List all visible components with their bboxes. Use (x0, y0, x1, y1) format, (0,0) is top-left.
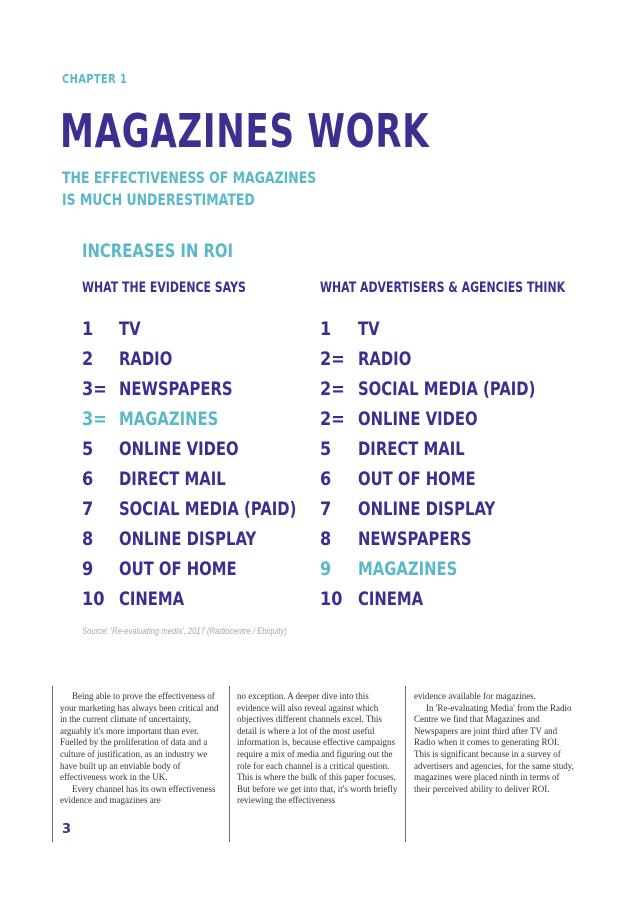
rank: 9 (82, 558, 94, 580)
source-note: Source: 'Re-evaluating media', 2017 (Radiocentre / Ebiquity) (82, 626, 287, 636)
channel-name: NEWSPAPERS (358, 528, 472, 550)
column-divider (229, 686, 230, 842)
channel-name: NEWSPAPERS (119, 378, 233, 400)
rank: 3= (82, 378, 107, 400)
rank: 1 (82, 318, 94, 340)
rank: 6 (82, 468, 94, 490)
page-title: MAGAZINES WORK (60, 104, 430, 158)
column-divider (405, 686, 406, 842)
channel-name: ONLINE DISPLAY (358, 498, 496, 520)
rank: 7 (320, 498, 332, 520)
rank: 8 (320, 528, 332, 550)
channel-name: RADIO (358, 348, 412, 370)
channel-name: ONLINE DISPLAY (119, 528, 257, 550)
advertisers-heading: WHAT ADVERTISERS & AGENCIES THINK (320, 280, 566, 296)
channel-name: CINEMA (358, 588, 424, 610)
column-divider (52, 686, 53, 842)
channel-name: SOCIAL MEDIA (PAID) (119, 498, 297, 520)
rank: 5 (320, 438, 332, 460)
rank: 2 (82, 348, 94, 370)
rank: 6 (320, 468, 332, 490)
paragraph: no exception. A deeper dive into this evidence will also reveal against which objectives different channels excel. This detail is where a lot of the most useful information is, because effective campaigns require a mix of media and figuring out the role for each channel is a critical question. This is where the bulk of this paper focuses. But before we get into that, it's worth briefly reviewing the effectiveness (237, 691, 398, 806)
channel-name: MAGAZINES (358, 558, 458, 580)
channel-name: OUT OF HOME (358, 468, 476, 490)
channel-name: TV (358, 318, 380, 340)
paragraph: In 'Re-evaluating Media' from the Radio Centre we find that Magazines and Newspapers are joint third after TV and Radio when it comes to generating ROI. This is significant because in a survey of advertisers and agencies, for the same study, magazines were placed ninth in terms of their perceived ability to deliver ROI. (414, 702, 574, 794)
rank: 8 (82, 528, 94, 550)
subtitle-line-1: THE EFFECTIVENESS OF MAGAZINES (62, 168, 317, 187)
channel-name: SOCIAL MEDIA (PAID) (358, 378, 536, 400)
channel-name: DIRECT MAIL (358, 438, 465, 460)
channel-name: TV (119, 318, 141, 340)
page-number: 3 (62, 822, 72, 837)
body-column-1 (60, 691, 222, 807)
body-column-3 (414, 691, 576, 795)
rank: 5 (82, 438, 94, 460)
channel-name: DIRECT MAIL (119, 468, 226, 490)
roi-heading: INCREASES IN ROI (82, 240, 234, 262)
channel-name: ONLINE VIDEO (119, 438, 239, 460)
subtitle-line-2: IS MUCH UNDERESTIMATED (62, 190, 255, 209)
body-column-2 (237, 691, 399, 807)
rank: 2= (320, 348, 345, 370)
paragraph: Being able to prove the effectiveness of your marketing has always been critical and in the current climate of uncertainty, arguably it's more important than ever. Fuelled by the proliferation of data and a culture of justification, as an industry we have built up an enviable body of effectiveness work in the UK. (60, 691, 219, 783)
paragraph: Every channel has its own effectiveness evidence and magazines are (60, 783, 216, 806)
rank: 9 (320, 558, 332, 580)
channel-name: MAGAZINES (119, 408, 219, 430)
rank: 2= (320, 378, 345, 400)
channel-name: CINEMA (119, 588, 185, 610)
channel-name: ONLINE VIDEO (358, 408, 478, 430)
rank: 7 (82, 498, 94, 520)
paragraph: evidence available for magazines. (414, 691, 536, 701)
rank: 10 (320, 588, 343, 610)
channel-name: RADIO (119, 348, 173, 370)
rank: 2= (320, 408, 345, 430)
rank: 1 (320, 318, 332, 340)
chapter-label: CHAPTER 1 (62, 72, 128, 86)
channel-name: OUT OF HOME (119, 558, 237, 580)
page-subtitle (62, 167, 316, 211)
evidence-heading: WHAT THE EVIDENCE SAYS (82, 280, 246, 296)
rank: 10 (82, 588, 105, 610)
rank: 3= (82, 408, 107, 430)
